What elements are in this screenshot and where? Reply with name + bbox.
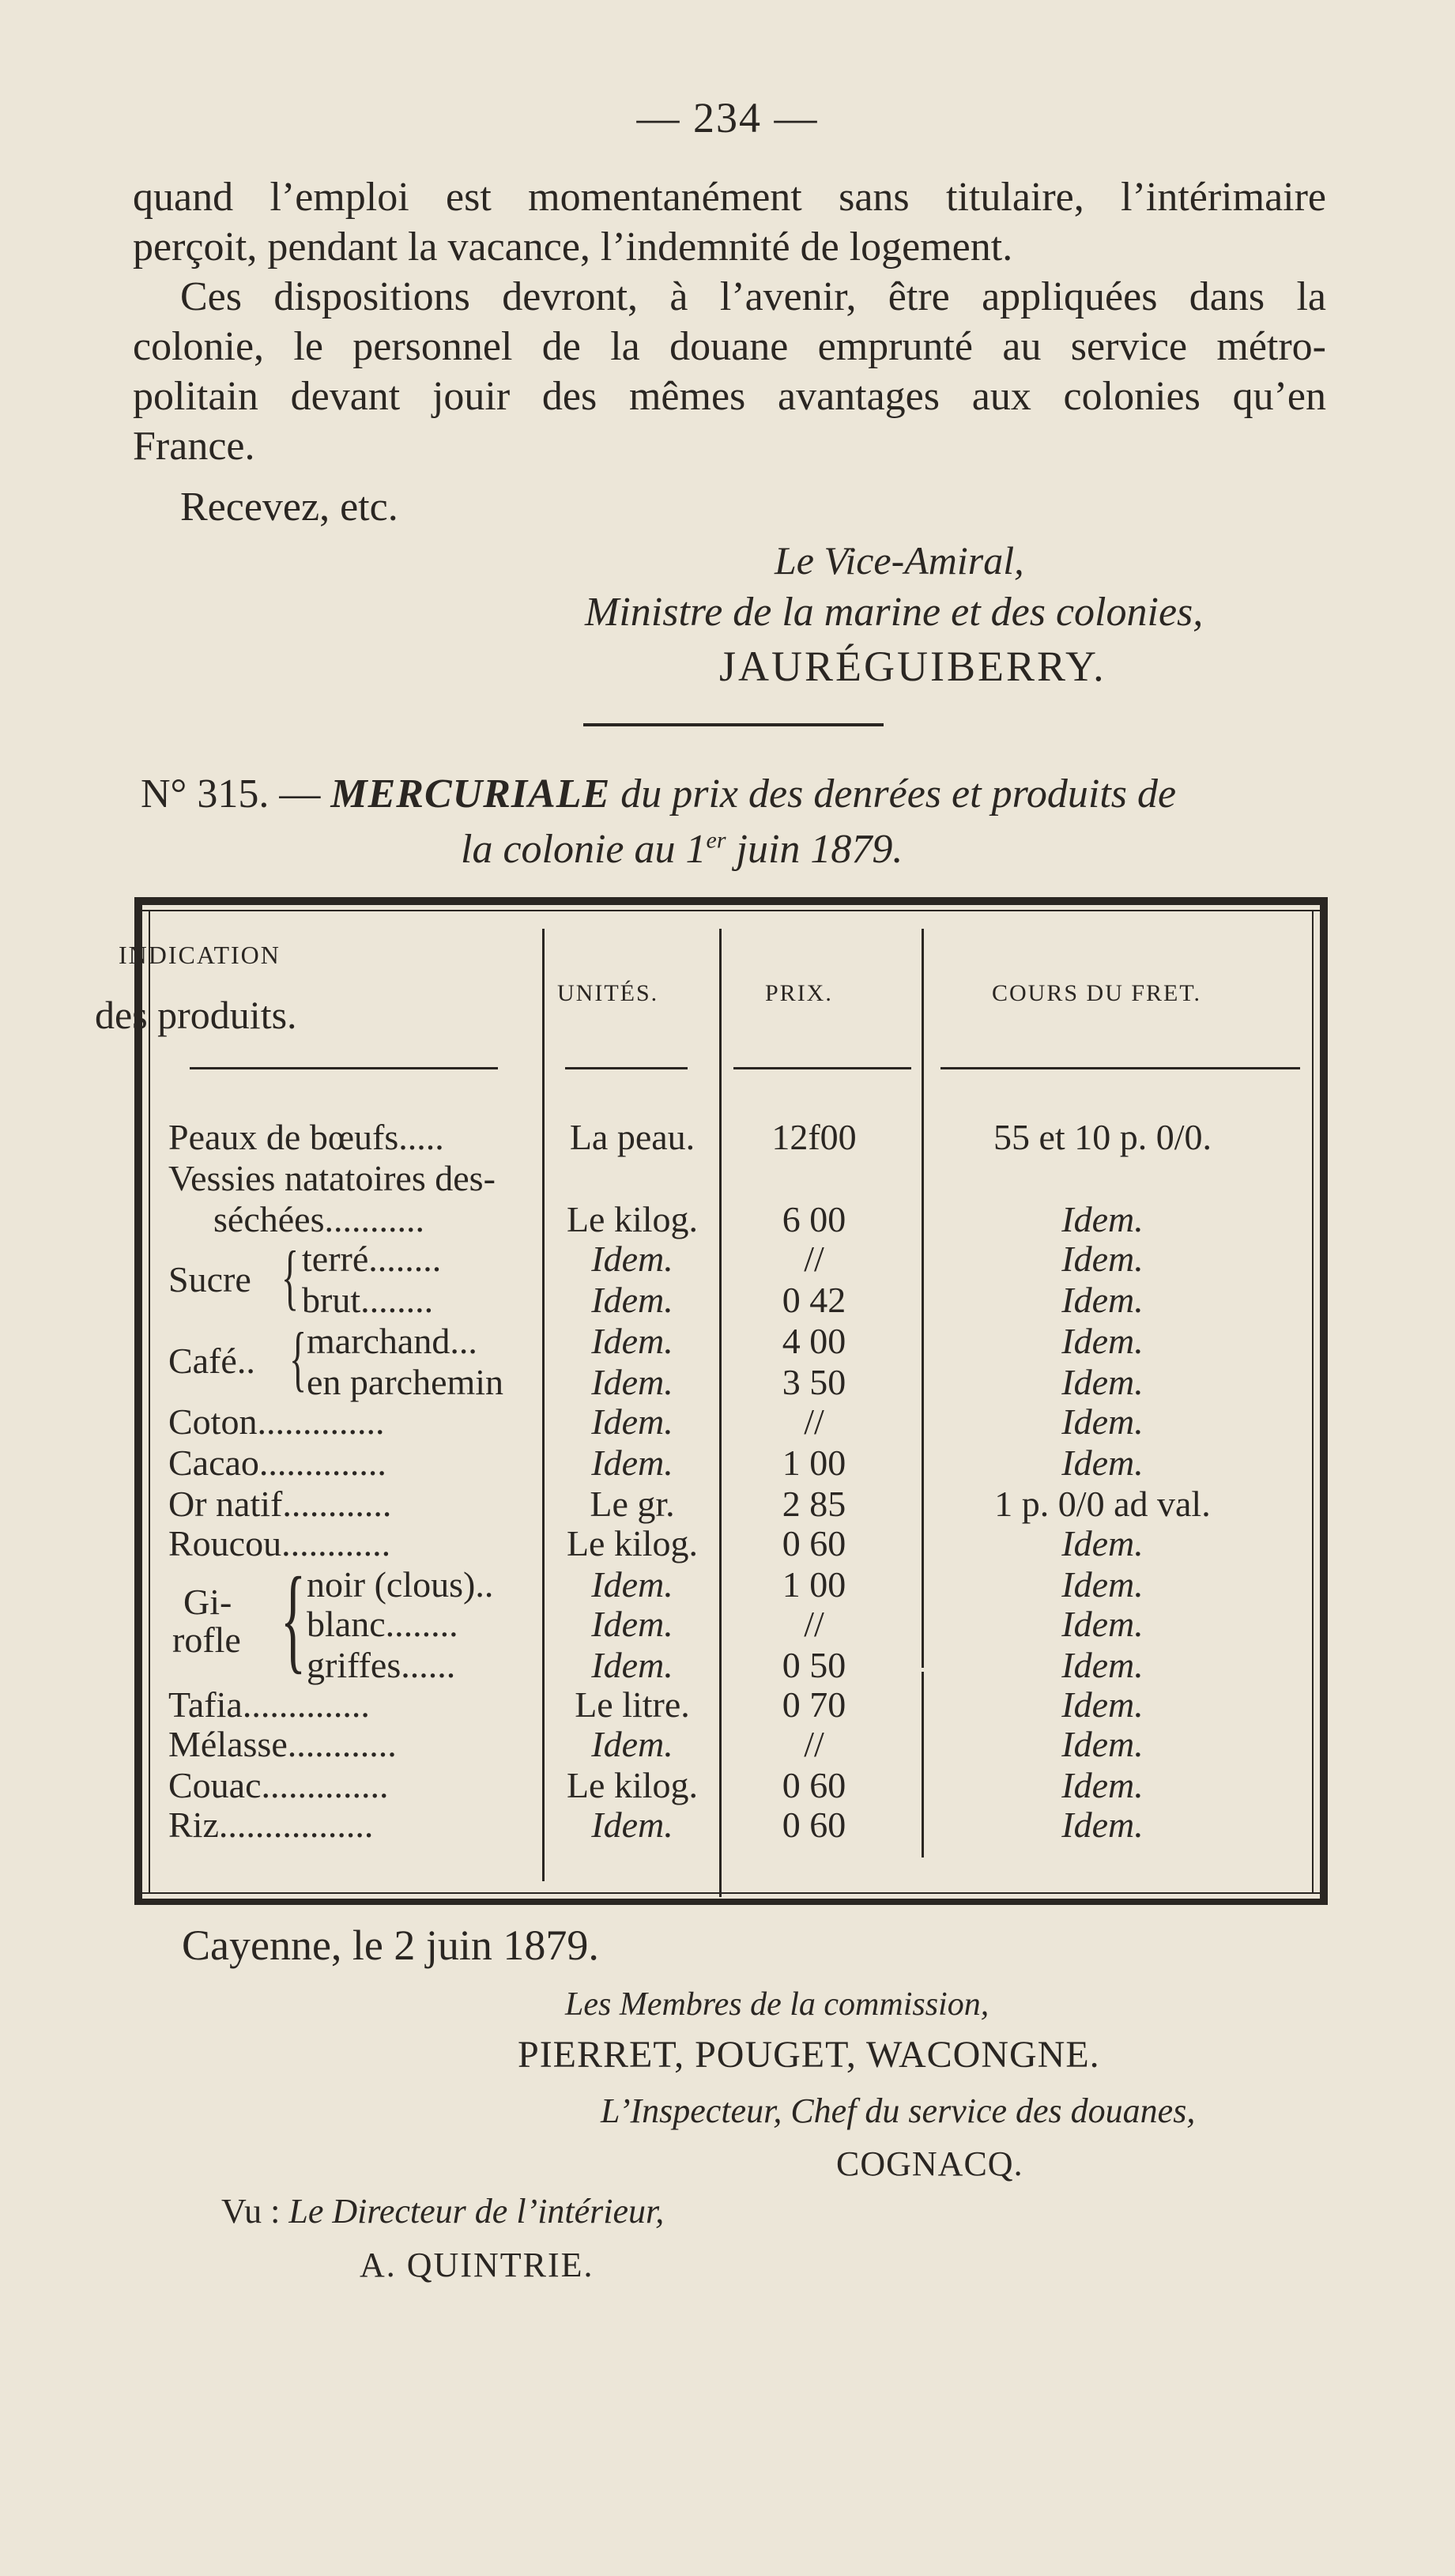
table-border-bottom-inner bbox=[134, 1892, 1328, 1894]
freight: 55 et 10 p. 0/0. bbox=[993, 1117, 1212, 1157]
freight: Idem. bbox=[1061, 1604, 1144, 1644]
product-name: Or natif............ bbox=[168, 1484, 392, 1524]
unit: Idem. bbox=[591, 1645, 673, 1685]
product-name: séchées........... bbox=[213, 1199, 424, 1239]
heading-line2-a: la colonie au 1 bbox=[461, 827, 707, 872]
table-row bbox=[0, 1723, 1455, 1764]
table-row bbox=[0, 1198, 1455, 1239]
freight: Idem. bbox=[1061, 1362, 1144, 1402]
price: 0 70 bbox=[782, 1684, 846, 1725]
product-name: griffes...... bbox=[307, 1645, 456, 1685]
price: // bbox=[804, 1401, 824, 1442]
table-row bbox=[0, 1442, 1455, 1483]
text-line: perçoit, pendant la vacance, l’indemnité de logement. bbox=[133, 224, 1013, 270]
brace-girofle: { bbox=[280, 1553, 307, 1684]
freight: Idem. bbox=[1061, 1239, 1144, 1279]
unit: Le kilog. bbox=[566, 1523, 699, 1563]
paragraph-dispositions bbox=[133, 272, 1326, 471]
table-row bbox=[0, 1361, 1455, 1402]
unit: Idem. bbox=[591, 1280, 673, 1320]
product-name: Mélasse............ bbox=[168, 1724, 397, 1764]
group-label-girofle-1: Gi- bbox=[183, 1582, 232, 1622]
price: 0 60 bbox=[782, 1765, 846, 1805]
table-border-top-inner bbox=[134, 910, 1328, 911]
freight: Idem. bbox=[1061, 1523, 1144, 1563]
freight: 1 p. 0/0 ad val. bbox=[994, 1484, 1211, 1524]
heading-number: N° 315. — bbox=[141, 771, 321, 817]
table-row bbox=[0, 1483, 1455, 1524]
table-row bbox=[0, 1238, 1455, 1279]
director-name: A. QUINTRIE. bbox=[360, 2246, 594, 2284]
place-date: Cayenne, le 2 juin 1879. bbox=[182, 1922, 599, 1969]
group-label-girofle-2: rofle bbox=[172, 1620, 241, 1660]
product-name: marchand... bbox=[307, 1321, 477, 1361]
unit: La peau. bbox=[569, 1117, 695, 1157]
signature-name: JAURÉGUIBERRY. bbox=[719, 643, 1106, 690]
freight: Idem. bbox=[1061, 1321, 1144, 1361]
table-border-bottom bbox=[134, 1899, 1328, 1905]
group-label-cafe: Café.. bbox=[168, 1341, 255, 1381]
header-indication: INDICATION bbox=[119, 941, 281, 969]
table-row bbox=[0, 1764, 1455, 1805]
inspector-label: L’Inspecteur, Chef du service des douanes, bbox=[601, 2091, 1196, 2130]
brace-cafe: { bbox=[289, 1318, 307, 1398]
unit: Le litre. bbox=[575, 1684, 690, 1725]
heading-line2-sup: er bbox=[706, 827, 726, 854]
product-name: Couac.............. bbox=[168, 1765, 389, 1805]
price: 4 00 bbox=[782, 1321, 846, 1361]
unit: Idem. bbox=[591, 1443, 673, 1483]
header-underline bbox=[190, 1067, 498, 1069]
unit: Le gr. bbox=[590, 1484, 675, 1524]
table-row bbox=[0, 1804, 1455, 1845]
table-row bbox=[0, 1320, 1455, 1361]
product-name: Coton.............. bbox=[168, 1401, 385, 1442]
product-name: en parchemin bbox=[307, 1362, 504, 1402]
unit: Le kilog. bbox=[566, 1199, 699, 1239]
table-row bbox=[0, 1684, 1455, 1725]
product-name: Tafia.............. bbox=[168, 1684, 370, 1725]
price: 3 50 bbox=[782, 1362, 846, 1402]
price: 1 00 bbox=[782, 1443, 846, 1483]
table-row bbox=[0, 1563, 1455, 1605]
header-underline bbox=[940, 1067, 1300, 1069]
paragraph-intro bbox=[133, 172, 1326, 272]
group-label-sucre: Sucre bbox=[168, 1259, 251, 1299]
product-name: Roucou............ bbox=[168, 1523, 391, 1563]
price: // bbox=[804, 1724, 824, 1764]
header-underline bbox=[733, 1067, 911, 1069]
vu-label: Vu : bbox=[221, 2192, 281, 2231]
freight: Idem. bbox=[1061, 1724, 1144, 1764]
header-indication-sub: des produits. bbox=[95, 993, 297, 1037]
unit: Idem. bbox=[591, 1604, 673, 1644]
section-heading bbox=[141, 771, 1176, 817]
unit: Idem. bbox=[591, 1321, 673, 1361]
product-name: noir (clous).. bbox=[307, 1564, 494, 1605]
product-name: Peaux de bœufs..... bbox=[168, 1117, 444, 1157]
price: 0 42 bbox=[782, 1280, 846, 1320]
product-name: Cacao.............. bbox=[168, 1443, 386, 1483]
text-line: colonie, le personnel de la douane emprunté au service métro- bbox=[133, 324, 1326, 369]
freight: Idem. bbox=[1061, 1443, 1144, 1483]
table-row bbox=[0, 1116, 1455, 1157]
brace-sucre: { bbox=[281, 1236, 300, 1317]
members-names: PIERRET, POUGET, WACONGNE. bbox=[518, 2034, 1100, 2076]
closing-greeting: Recevez, etc. bbox=[180, 485, 398, 530]
table-row bbox=[0, 1644, 1455, 1685]
price: 0 50 bbox=[782, 1645, 846, 1685]
unit: Idem. bbox=[591, 1724, 673, 1764]
header-freight: COURS DU FRET. bbox=[992, 980, 1201, 1006]
unit: Idem. bbox=[591, 1239, 673, 1279]
price: 0 60 bbox=[782, 1523, 846, 1563]
heading-title-main: MERCURIALE bbox=[330, 771, 611, 817]
table-border-top bbox=[134, 897, 1328, 905]
section-heading-line2 bbox=[461, 826, 903, 873]
freight: Idem. bbox=[1061, 1645, 1144, 1685]
price: 1 00 bbox=[782, 1564, 846, 1605]
freight: Idem. bbox=[1061, 1684, 1144, 1725]
table-row bbox=[0, 1603, 1455, 1644]
text-line: Ces dispositions devront, à l’avenir, être appliquées dans la bbox=[180, 274, 1326, 319]
header-units: UNITÉS. bbox=[557, 980, 659, 1006]
price: 2 85 bbox=[782, 1484, 846, 1524]
text-line: France. bbox=[133, 424, 255, 469]
header-price: PRIX. bbox=[765, 980, 833, 1006]
unit: Idem. bbox=[591, 1401, 673, 1442]
section-divider bbox=[583, 723, 884, 726]
header-underline bbox=[565, 1067, 688, 1069]
signature-title: Le Vice-Amiral, bbox=[775, 538, 1024, 583]
text-line: quand l’emploi est momentanément sans titulaire, l’intérimaire bbox=[133, 175, 1326, 220]
product-name: Riz................. bbox=[168, 1805, 374, 1845]
freight: Idem. bbox=[1061, 1765, 1144, 1805]
unit: Idem. bbox=[591, 1564, 673, 1605]
product-name: Vessies natatoires des- bbox=[168, 1158, 496, 1198]
unit: Idem. bbox=[591, 1805, 673, 1845]
table-row bbox=[0, 1157, 1455, 1198]
price: 0 60 bbox=[782, 1805, 846, 1845]
table-row bbox=[0, 1401, 1455, 1442]
freight: Idem. bbox=[1061, 1401, 1144, 1442]
members-label: Les Membres de la commission, bbox=[565, 1986, 989, 2023]
product-name: blanc........ bbox=[307, 1604, 458, 1644]
freight: Idem. bbox=[1061, 1564, 1144, 1605]
freight: Idem. bbox=[1061, 1199, 1144, 1239]
price: // bbox=[804, 1239, 824, 1279]
product-name: terré........ bbox=[302, 1239, 442, 1279]
product-name: brut........ bbox=[302, 1280, 434, 1320]
price: // bbox=[804, 1604, 824, 1644]
freight: Idem. bbox=[1061, 1280, 1144, 1320]
director-label: Le Directeur de l’intérieur, bbox=[288, 2192, 665, 2231]
vu-line bbox=[221, 2191, 664, 2231]
signature-office: Ministre de la marine et des colonies, bbox=[585, 590, 1204, 635]
price: 6 00 bbox=[782, 1199, 846, 1239]
heading-title-rest: du prix des denrées et produits de bbox=[620, 771, 1177, 817]
text-line: politain devant jouir des mêmes avantages aux colonies qu’en bbox=[133, 374, 1326, 419]
price: 12f00 bbox=[771, 1117, 857, 1157]
page-number: — 234 — bbox=[636, 94, 819, 141]
inspector-name: COGNACQ. bbox=[836, 2144, 1023, 2183]
table-row bbox=[0, 1279, 1455, 1320]
table-row bbox=[0, 1522, 1455, 1563]
unit: Le kilog. bbox=[566, 1765, 699, 1805]
unit: Idem. bbox=[591, 1362, 673, 1402]
heading-line2-b: juin 1879. bbox=[726, 827, 903, 872]
freight: Idem. bbox=[1061, 1805, 1144, 1845]
